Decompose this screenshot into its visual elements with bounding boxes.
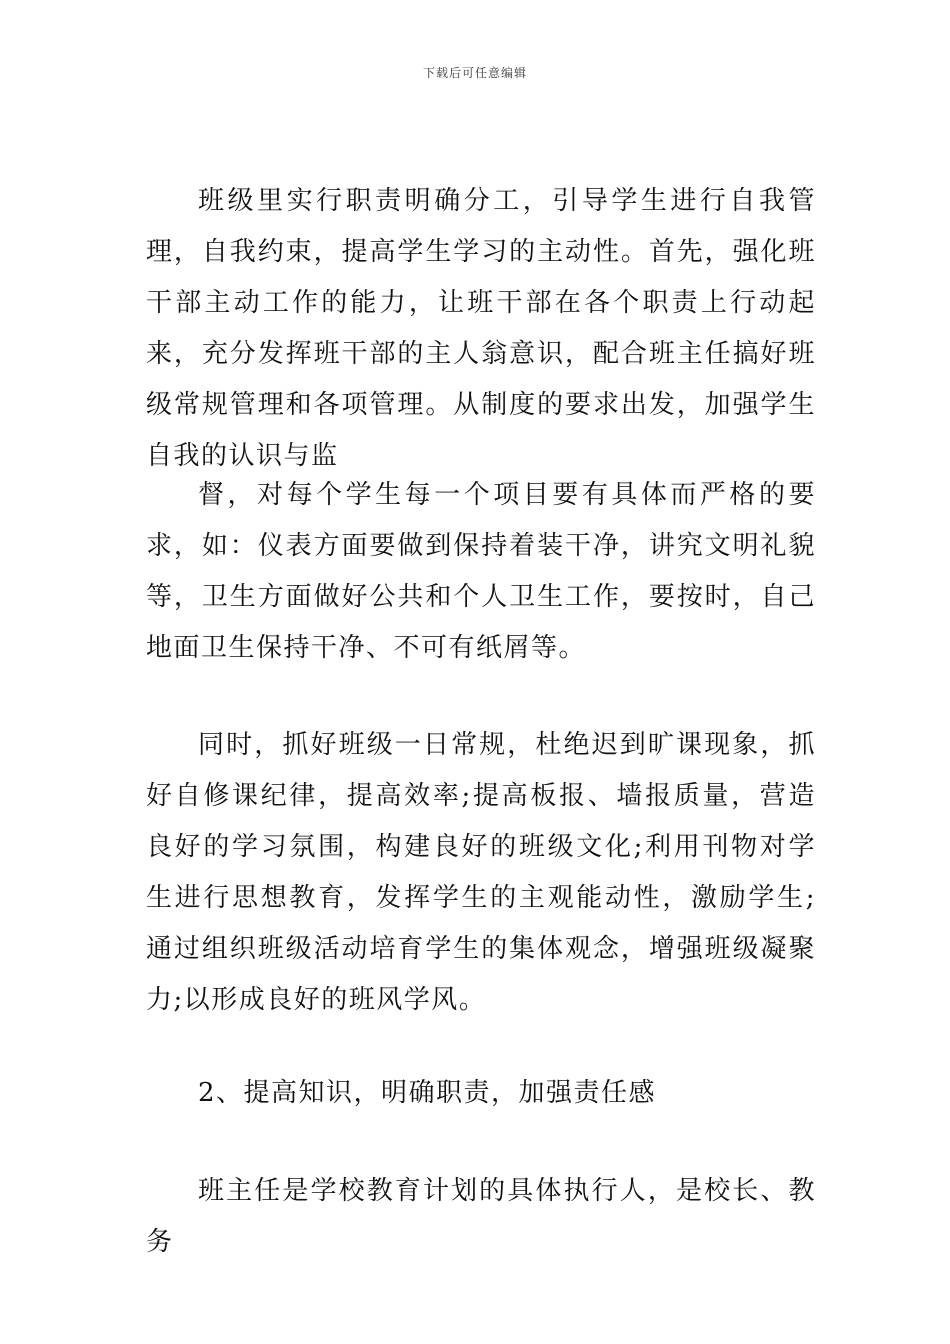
paragraph-daily-routine: 同时，抓好班级一日常规，杜绝迟到旷课现象，抓好自修课纪律，提高效率;提高板报、墙报质量，营造良好的学习氛围，构建良好的班级文化;利用刊物对学生进行思想教育，发挥学生的主观能动性，激励学生;通过组织班级活动培育学生的集体观念，增强班级凝聚力;以形成良好的班风学风。 <box>146 730 816 1015</box>
paragraph-class-duties: 班级里实行职责明确分工，引导学生进行自我管理，自我约束，提高学生学习的主动性。首先，强化班干部主动工作的能力，让班干部在各个职责上行动起来，充分发挥班干部的主人翁意识，配合班主任搞好班级常规管理和各项管理。从制度的要求出发，加强学生自我的认识与监 <box>146 186 816 471</box>
paragraph-student-requirements: 督，对每个学生每一个项目要有具体而严格的要求，如：仪表方面要做到保持着装干净，讲究文明礼貌等，卫生方面做好公共和个人卫生工作，要按时，自己地面卫生保持干净、不可有纸屑等。 <box>146 480 816 663</box>
page-header: 下载后可任意编辑 <box>422 66 527 80</box>
section-heading: 2、提高知识，明确职责，加强责任感 <box>198 1078 657 1108</box>
paragraph-head-teacher-role: 班主任是学校教育计划的具体执行人，是校长、教务 <box>146 1176 816 1257</box>
